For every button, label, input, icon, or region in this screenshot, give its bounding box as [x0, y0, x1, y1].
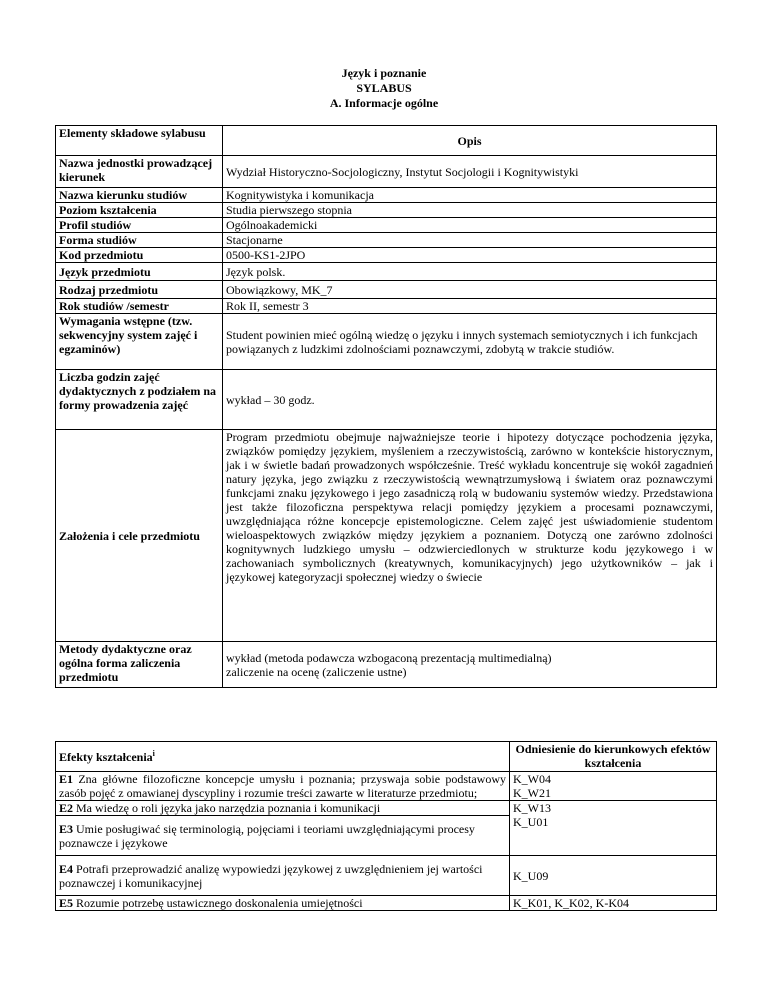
- outcomes-header-left: [56, 742, 510, 772]
- info-value: 0500-KS1-2JPO: [223, 248, 717, 263]
- outcome-code: E4: [59, 861, 74, 876]
- document-header: [0, 66, 768, 111]
- outcome-code: E1: [59, 772, 74, 786]
- info-row: [56, 430, 717, 642]
- course-title: Język i poznanie: [341, 66, 427, 80]
- footnote-marker: i: [152, 748, 155, 758]
- info-value: Ogólnoakademicki: [223, 218, 717, 233]
- info-label: Nazwa jednostki prowadzącej kierunek: [56, 156, 223, 188]
- info-row: [56, 642, 717, 688]
- info-row: [56, 281, 717, 299]
- info-row: [56, 299, 717, 314]
- outcome-text: Zna główne filozoficzne koncepcje umysłu i poznania; przyswaja sobie podstawowy zasób pojęć z omawianej dyscypliny i rozumie treści zawarte w literaturze przedmiotu;: [59, 772, 507, 800]
- info-value: Obowiązkowy, MK_7: [223, 281, 717, 299]
- info-label: Wymagania wstępne (tzw. sekwencyjny system zajęć i egzaminów): [56, 314, 223, 370]
- info-value: Język polsk.: [223, 263, 717, 281]
- outcome-ref: K_U09: [510, 856, 717, 896]
- outcome-code: E5: [59, 896, 74, 910]
- info-value: Rok II, semestr 3: [223, 299, 717, 314]
- outcome-ref: K_K01, K_K02, K-K04: [510, 896, 717, 911]
- outcome-ref-code: K_W04: [513, 772, 551, 786]
- info-header-right: Opis: [223, 126, 717, 156]
- outcome-ref: [510, 801, 717, 856]
- info-value: Program przedmiotu obejmuje najważniejsze teorie i hipotezy dotyczące pochodzenia języka, związków pomiędzy językiem, myśleniem a rzeczywistością, zarówno w kontekście historycznym, jak i w świetle badań prowadzonych współcześnie. Treść wykładu koncentruje się wokół zagadnień natury języka, jego związku z rzeczywistością wewnątrzumysłową i światem oraz poznawczymi funkcjami znaku językowego i jego zasadniczą rolą w budowaniu systemów wiedzy. Przedstawiona jest także filozoficzna perspektywa relacji pomiędzy językiem a procesami poznawczymi, uwzględniająca różne koncepcje epistemologiczne. Celem zajęć jest uświadomienie studentom wieloaspektowych związków między językiem a poznaniem. Dotyczą one zarówno zdolności kognitywnych ludzkiego umysłu – odzwierciedlonych w strukturze kodu językowego i w zachowaniach symbolicznych (kreatywnych, komunikacyjnych) jego użytkowników – jak i językowej kategoryzacji społecznej wiedzy o świecie: [223, 430, 717, 642]
- info-row: [56, 156, 717, 188]
- general-info-table: [55, 125, 717, 688]
- info-header-left: Elementy składowe sylabusu: [56, 126, 223, 156]
- outcome-code: E3: [59, 821, 74, 836]
- info-label: Rodzaj przedmiotu: [56, 281, 223, 299]
- outcome-ref: [510, 772, 717, 801]
- info-value: [223, 642, 717, 688]
- info-label: Forma studiów: [56, 233, 223, 248]
- info-row: [56, 263, 717, 281]
- outcome-row: [56, 801, 717, 816]
- info-label: Kod przedmiotu: [56, 248, 223, 263]
- syllabus-label: SYLABUS: [356, 81, 412, 95]
- info-label: Założenia i cele przedmiotu: [56, 430, 223, 642]
- info-label: Metody dydaktyczne oraz ogólna forma zaliczenia przedmiotu: [56, 642, 223, 688]
- info-value: Kognitywistyka i komunikacja: [223, 188, 717, 203]
- info-value: Student powinien mieć ogólną wiedzę o języku i innych systemach semiotycznych i ich funkcjach powiązanych z ludzkimi zdolnościami poznawczymi, zdobytą w trakcie studiów.: [223, 314, 717, 370]
- outcome-ref-code: K_U01: [513, 815, 549, 829]
- outcome-text: Ma wiedzę o roli języka jako narzędzia poznania i komunikacji: [76, 801, 381, 815]
- outcome-desc: [56, 896, 510, 911]
- method-line: wykład (metoda podawcza wzbogaconą prezentacją multimedialną): [226, 650, 552, 665]
- info-label: Poziom kształcenia: [56, 203, 223, 218]
- info-value: Stacjonarne: [223, 233, 717, 248]
- info-label: Język przedmiotu: [56, 263, 223, 281]
- outcome-row: [56, 856, 717, 896]
- info-row: [56, 203, 717, 218]
- info-label: Liczba godzin zajęć dydaktycznych z podziałem na formy prowadzenia zajęć: [56, 370, 223, 430]
- info-label: Profil studiów: [56, 218, 223, 233]
- outcome-text: Rozumie potrzebę ustawicznego doskonalenia umiejętności: [76, 896, 363, 910]
- info-label: Nazwa kierunku studiów: [56, 188, 223, 203]
- outcome-desc: [56, 856, 510, 896]
- outcome-desc: [56, 772, 510, 801]
- learning-outcomes-table: [55, 741, 717, 911]
- info-row: [56, 188, 717, 203]
- outcome-desc: [56, 816, 510, 856]
- outcome-text: Potrafi przeprowadzić analizę wypowiedzi językowej z uwzględnieniem jej wartości poznawczej i komunikacyjnej: [59, 861, 483, 890]
- info-value: Wydział Historyczno-Socjologiczny, Instytut Socjologii i Kognitywistyki: [223, 156, 717, 188]
- assessment-line: zaliczenie na ocenę (zaliczenie ustne): [226, 664, 407, 679]
- info-row: [56, 314, 717, 370]
- info-label: Rok studiów /semestr: [56, 299, 223, 314]
- outcome-text: Umie posługiwać się terminologią, pojęciami i teoriami uwzględniającymi procesy poznawcze i językowe: [59, 821, 475, 850]
- outcomes-header-text: Efekty kształcenia: [59, 749, 153, 764]
- outcome-code: E2: [59, 801, 74, 815]
- info-value: wykład – 30 godz.: [223, 370, 717, 430]
- outcome-ref-code: K_W21: [513, 786, 551, 800]
- outcome-row: [56, 772, 717, 801]
- info-row: [56, 370, 717, 430]
- section-title: A. Informacje ogólne: [329, 96, 439, 110]
- outcome-ref-code: K_W13: [513, 801, 551, 815]
- outcome-row: [56, 896, 717, 911]
- outcomes-header-right: Odniesienie do kierunkowych efektów kształcenia: [510, 742, 717, 772]
- info-value: Studia pierwszego stopnia: [223, 203, 717, 218]
- outcome-desc: [56, 801, 510, 816]
- info-row: [56, 218, 717, 233]
- info-row: [56, 233, 717, 248]
- info-row: [56, 248, 717, 263]
